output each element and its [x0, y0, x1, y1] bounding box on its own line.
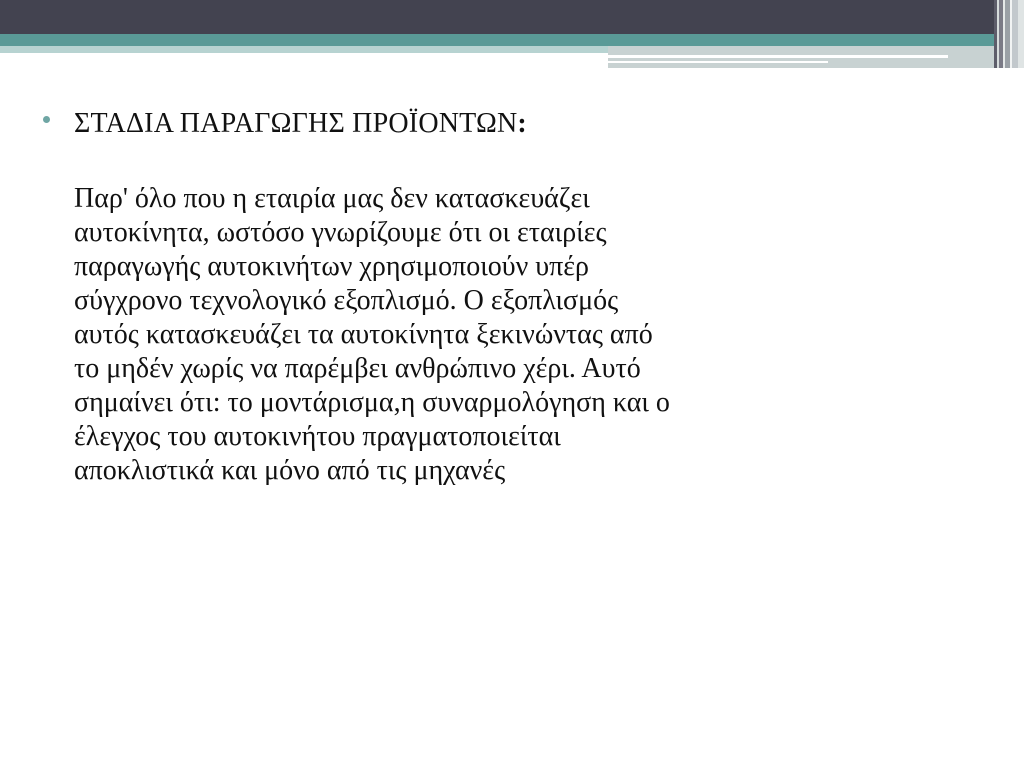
slide-body	[43, 106, 943, 488]
bullet-item	[43, 106, 943, 142]
paragraph-line: αυτός κατασκευάζει τα αυτοκίνητα ξεκινώντας από	[74, 319, 653, 350]
header-white-line-short	[608, 61, 828, 63]
header-white-line	[608, 55, 948, 58]
header-light-teal-band	[0, 46, 608, 53]
paragraph-line: το μηδέν χωρίς να παρέμβει ανθρώπινο χέρι. Αυτό	[74, 353, 641, 384]
body-paragraph	[74, 182, 934, 488]
paragraph-line: παραγωγής αυτοκινήτων χρησιμοποιούν υπέρ	[74, 251, 590, 282]
heading-colon: :	[517, 108, 527, 139]
header-vertical-stripes	[994, 0, 1024, 68]
slide-heading: ΣΤΑΔΙΑ ΠΑΡΑΓΩΓΗΣ ΠΡΟΪΟΝΤΩΝ:	[74, 108, 527, 139]
paragraph-line: Παρ' όλο που η εταιρία μας δεν κατασκευάζει	[74, 183, 590, 214]
header-teal-band	[0, 34, 1024, 46]
header-dark-band	[0, 0, 1024, 34]
paragraph-line: αποκλιστικά και μόνο από τις μηχανές	[74, 455, 506, 486]
paragraph-line: σημαίνει ότι: το μοντάρισμα,η συναρμολόγηση και ο	[74, 387, 670, 418]
bullet-dot-icon	[43, 116, 50, 123]
paragraph-line: έλεγχος του αυτοκινήτου πραγματοποιείται	[74, 421, 561, 452]
paragraph-line: αυτοκίνητα, ωστόσο γνωρίζουμε ότι οι εταιρίες	[74, 217, 607, 248]
paragraph-line: σύγχρονο τεχνολογικό εξοπλισμό. Ο εξοπλισμός	[74, 285, 619, 316]
